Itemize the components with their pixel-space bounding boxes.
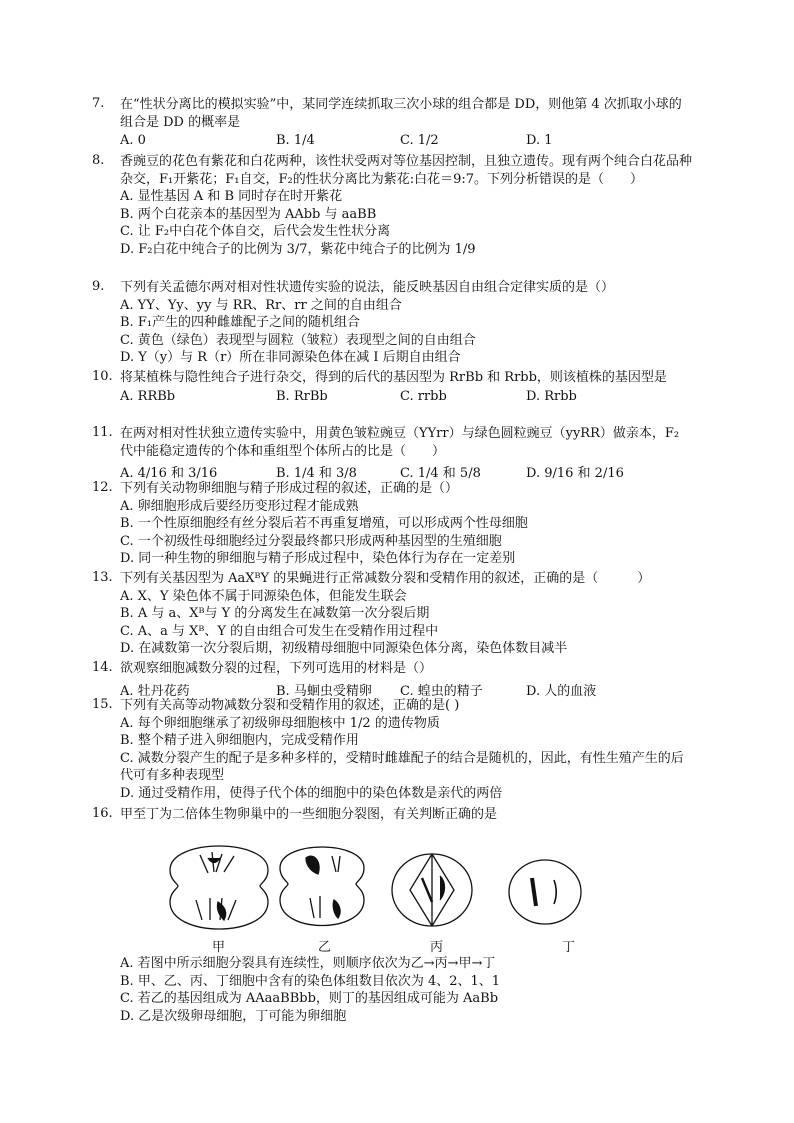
option-d[interactable]: D. 1 xyxy=(526,133,553,148)
question-number: 10. xyxy=(92,369,113,384)
option-b[interactable]: B. 1/4 和 3/8 xyxy=(276,466,357,481)
question-number: 14. xyxy=(92,660,113,675)
option-d[interactable]: D. 在减数第一次分裂后期，初级精母细胞中同源染色体分离，染色体数目减半 xyxy=(120,641,568,656)
question-11 xyxy=(92,425,692,480)
option-c[interactable]: C. 若乙的基因组成为 AAaaBBbb，则丁的基因组成可能为 AaBb xyxy=(120,991,499,1006)
option-d[interactable]: D. 通过受精作用，使得子代个体的细胞中的染色体数是亲代的两倍 xyxy=(120,785,503,801)
question-13 xyxy=(92,570,692,658)
option-c[interactable]: C. A、a 与 Xᴮ、Y 的自由组合可发生在受精作用过程中 xyxy=(120,623,439,639)
question-number: 12. xyxy=(92,480,113,495)
option-a[interactable]: A. 牡丹花药 xyxy=(120,683,190,699)
option-d[interactable]: D. 9/16 和 2/16 xyxy=(526,466,624,481)
question-stem: 下列有关孟德尔两对相对性状遗传实验的说法，能反映基因自由组合定律实质的是（） xyxy=(120,280,615,295)
option-b[interactable]: B. 1/4 xyxy=(276,133,315,148)
cell-ding xyxy=(509,860,581,924)
question-15 xyxy=(92,697,692,802)
option-b[interactable]: B. A 与 a、Xᴮ与 Y 的分离发生在减数第一次分裂后期 xyxy=(120,606,430,621)
question-number: 8. xyxy=(92,153,105,168)
option-d[interactable]: D. Y（y）与 R（r）所在非同源染色体在减 I 后期自由组合 xyxy=(120,350,461,365)
option-c[interactable]: C. 减数分裂产生的配子是多种多样的，受精时雌雄配子的结合是随机的，因此，有性生殖产生的后代可有多种表现型 xyxy=(120,750,684,783)
question-12 xyxy=(92,480,692,568)
question-stem: 甲至丁为二倍体生物卵巢中的一些细胞分裂图，有关判断正确的是 xyxy=(120,807,498,822)
options-row xyxy=(120,133,692,151)
cell-jia xyxy=(170,846,268,929)
question-8 xyxy=(92,153,692,258)
option-b[interactable]: B. 一个性原细胞经有丝分裂后若不再重复增殖，可以形成两个性母细胞 xyxy=(120,516,528,531)
option-c[interactable]: C. 黄色（绿色）表现型与圆粒（皱粒）表现型之间的自由组合 xyxy=(120,332,476,348)
option-c[interactable]: C. 一个初级性母细胞经过分裂最终都只形成两种基因型的生殖细胞 xyxy=(120,533,502,549)
question-7 xyxy=(92,96,692,151)
label-ding: 丁 xyxy=(562,940,576,955)
option-a[interactable]: A. 每个卵细胞继承了初级卵母细胞核中 1/2 的遗传物质 xyxy=(120,715,440,731)
option-b[interactable]: B. 两个白花亲本的基因型为 AAbb 与 aaBB xyxy=(120,206,377,222)
question-number: 15. xyxy=(92,697,113,712)
label-yi: 乙 xyxy=(318,940,332,955)
options-row xyxy=(120,462,692,480)
question-stem: 下列有关动物卵细胞与精子形成过程的叙述，正确的是（） xyxy=(120,481,459,496)
option-a[interactable]: A. 显性基因 A 和 B 同时存在时开紫花 xyxy=(120,189,343,204)
option-d[interactable]: D. F₂白花中纯合子的比例为 3/7，紫花中纯合子的比例为 1/9 xyxy=(120,241,476,257)
question-14 xyxy=(92,660,692,698)
question-9 xyxy=(92,279,692,367)
option-c[interactable]: C. 蝗虫的精子 xyxy=(400,683,483,699)
label-jia: 甲 xyxy=(212,940,226,955)
label-bing: 丙 xyxy=(430,940,444,955)
option-b[interactable]: B. 整个精子进入卵细胞内，完成受精作用 xyxy=(120,733,359,748)
option-b[interactable]: B. 马蛔虫受精卵 xyxy=(276,683,372,699)
option-d[interactable]: D. 同一种生物的卵细胞与精子形成过程中，染色体行为存在一定差别 xyxy=(120,551,516,566)
option-a[interactable]: A. X、Y 染色体不属于同源染色体，但能发生联会 xyxy=(120,588,407,604)
question-number: 11. xyxy=(92,425,113,440)
question-stem: 下列有关高等动物减数分裂和受精作用的叙述，正确的是( ) xyxy=(120,698,460,713)
question-16-options xyxy=(92,955,692,1025)
cell-yi xyxy=(280,847,364,926)
option-c[interactable]: C. 1/4 和 5/8 xyxy=(400,466,481,481)
question-16 xyxy=(92,806,692,824)
options-row xyxy=(120,680,692,698)
option-b[interactable]: B. RrBb xyxy=(276,388,328,404)
option-a[interactable]: A. 卵细胞形成后要经历变形过程才能成熟 xyxy=(120,498,359,514)
question-number: 13. xyxy=(92,570,113,585)
question-stem: 在两对相对性状独立遗传实验中，用黄色皱粒豌豆（YYrr）与绿色圆粒豌豆（yyRR）做亲本，F₂代中能稳定遗传的个体和重组型个体所占的比是（ ） xyxy=(120,426,680,459)
option-d[interactable]: D. Rrbb xyxy=(526,388,577,404)
option-a[interactable]: A. RRBb xyxy=(120,388,176,404)
option-d[interactable]: D. 乙是次级卵母细胞，丁可能为卵细胞 xyxy=(120,1008,347,1024)
option-c[interactable]: C. 1/2 xyxy=(400,133,439,148)
question-stem: 香豌豆的花色有紫花和白花两种，该性状受两对等位基因控制，且独立遗传。现有两个纯合白花品种杂交，F₁开紫花；F₁自交，F₂的性状分离比为紫花:白花＝9:7。下列分析错误的是（ ） xyxy=(120,154,693,187)
question-stem: 下列有关基因型为 AaXᴮY 的果蝇进行正常减数分裂和受精作用的叙述，正确的是（ ） xyxy=(120,571,651,586)
option-b[interactable]: B. F₁产生的四种雌雄配子之间的随机组合 xyxy=(120,315,361,330)
options-row xyxy=(120,389,692,407)
option-a[interactable]: A. 若图中所示细胞分裂具有连续性，则顺序依次为乙→丙→甲→丁 xyxy=(120,956,496,971)
question-stem: 将某植株与隐性纯合子进行杂交，得到的后代的基因型为 RrBb 和 Rrbb，则该植株的基因型是 xyxy=(120,370,667,385)
option-b[interactable]: B. 甲、乙、丙、丁细胞中含有的染色体组数目依次为 4、2、1、1 xyxy=(120,973,501,989)
question-stem: 在“性状分离比的模拟实验”中，某同学连续抓取三次小球的组合都是 DD，则他第 4 次抓取小球的组合是 DD 的概率是 xyxy=(120,97,682,130)
option-a[interactable]: A. 4/16 和 3/16 xyxy=(120,466,218,481)
question-10 xyxy=(92,369,692,407)
question-number: 9. xyxy=(92,279,105,294)
option-c[interactable]: C. 让 F₂中白花个体自交，后代会发生性状分离 xyxy=(120,224,391,239)
question-number: 16. xyxy=(92,806,113,821)
question-stem: 欲观察细胞减数分裂的过程，下列可选用的材料是（） xyxy=(120,661,433,676)
cell-bing xyxy=(392,854,472,926)
cell-division-figure xyxy=(160,830,620,950)
question-number: 7. xyxy=(92,96,105,111)
option-d[interactable]: D. 人的血液 xyxy=(526,683,597,699)
option-c[interactable]: C. rrbb xyxy=(400,388,447,404)
option-a[interactable]: A. 0 xyxy=(120,133,146,148)
option-a[interactable]: A. YY、Yy、yy 与 RR、Rr、rr 之间的自由组合 xyxy=(120,297,402,313)
